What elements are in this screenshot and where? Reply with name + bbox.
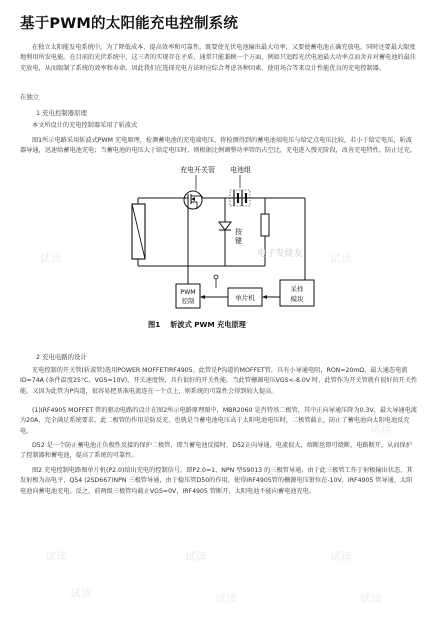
figure-caption xyxy=(148,320,246,330)
watermark-text: 试读 xyxy=(330,252,352,265)
watermark-text: 试读 xyxy=(370,422,392,435)
figure-watermark: 电子发烧友 xyxy=(257,249,303,259)
figure-caption-text: 斩波式 PWM 充电原理 xyxy=(170,320,246,329)
intro-paragraph: 在独立太阳能发电系统中，为了降低成本、提高效率和可靠性，既要使光伏电池输出最大功率，又要使蓄电池正确充放电，同时还要最大限度地利用所发电能。在目前的光伏系统中，这三者的实现存在矛盾，通常只能兼顾一个方面，例如只追踪光伏电池最大功率点而舍弃对蓄电池的最佳充放电，从而限制了系统的效率和寿命。因此我们在选择充电方法时应综合考虑各种因素、使用场合等来设计性能优良的充电控制器。 xyxy=(20,44,416,72)
watermark-text: 试读 xyxy=(215,592,237,605)
figure-caption-number: 图1 xyxy=(148,320,161,329)
circuit-diagram xyxy=(130,160,320,310)
subsection-2-paragraph-3: D52 是一个防止蓄电池正负极性反接的保护二极管，即当蓄电池反接时，D52正向导通，电流很大，熔断丝即可烧断，电路断开，从而保护了控制器和蓄电池，提高了系统的可靠性。 xyxy=(20,442,412,460)
key-label-char: 键 xyxy=(235,237,242,245)
pwm-label-line-1: PWM xyxy=(180,289,196,296)
resistor-icon xyxy=(261,214,269,236)
mcu-label: 单片机 xyxy=(235,294,255,302)
key-switch-icon xyxy=(214,275,218,279)
circuit-diagram-svg xyxy=(130,160,320,310)
key-label xyxy=(235,227,243,245)
document-title: 基于PWM的太阳能充电控制系统 xyxy=(20,16,239,32)
sampling-label-line-1: 采样 xyxy=(290,285,304,293)
diode-icon xyxy=(219,222,231,230)
subsection-2-heading: 2 充电电路的设计 xyxy=(36,353,87,361)
subsection-2-paragraph-4: 图2 充电控制电路图单片机(P2.0)给出充电的控制信号，即P2.0=1，NPN 型S9013 的三极管导通，由于此三极管工作于射极输出状态，其发射极为高电平，Q54 (2SD667)NPN 三极管导通，由于稳压管D50的作用，使得IRF4905管的栅源电压钳位在-10V，IRF4905 管导通，太阳电池向蓄电池充电。反之，前两级三极管均截止VGS=0V，IRF4905 管断开，太阳电池不能向蓄电池充电。 xyxy=(20,467,413,495)
switch-transistor-icon xyxy=(184,191,202,209)
watermark-text: 试读 xyxy=(40,252,62,265)
subsection-1-heading: 1 充电控制器原理 xyxy=(36,109,87,117)
solar-panel-icon xyxy=(132,204,145,259)
watermark-text: 试读 xyxy=(360,592,382,605)
pwm-label-line-2: 控制 xyxy=(181,298,195,305)
watermark-text: 试读 xyxy=(330,550,352,563)
section-label: 在独立 xyxy=(20,93,40,101)
key-label-char: 按 xyxy=(235,228,242,236)
subsection-1-paragraph-1: 本文所设计的充电控制器采用了斩波式 xyxy=(32,122,138,129)
subsection-2-paragraph-2: (1)IRF4905 MOFFET 管的驱动电路的设计在图2所示电路原理图中，MBR2060 是肖特基二极管，其中正向导通压降为0.3V，最大导通电流为20A，完全满足系统要求。此二极管的作用是防反充，也就是当蓄电池电压高于太阳电池电压时，二极管截止，防止了蓄电池向太阳电池反充电。 xyxy=(20,407,417,435)
watermark-text: 试读 xyxy=(185,550,207,563)
subsection-2-paragraph-1: 充电控制的开关管(斩波管)选用POWER MOFFETIRF4905。此管是P沟道的MOFFET管，具有小导通电阻，RON=20mΩ，最大通态电流ID=74A (条件温度25°C，VGS=10V)，开关速度快，具有很好的开关性能。当此管栅源电压VGS<-8.0V 时，此管作为开关管就有很好的开关性能。又因为此管为P沟道，很容易把基准电流连在一个点上，则系统的可靠性会得到较大提高。 xyxy=(20,367,418,395)
subsection-1-paragraph-2: 图1所示电路采用斩波式PWM 充电原理，检测蓄电池的充电端电压，将检测得到的蓄电池端电压与给定点电压比较，若小于给定电压，斩波器导通，迅速给蓄电池充电；当蓄电池的电压大于给定电压时，则根据比例调整功率管的占空比，充电进入慢充阶段，改善充电特性，防止过充。 xyxy=(20,137,416,155)
watermark-text: 试读 xyxy=(70,587,92,600)
switch-label: 充电开关管 xyxy=(180,166,215,174)
watermark-text: 试读 xyxy=(45,550,67,563)
battery-label: 电池组 xyxy=(230,166,251,174)
sampling-label-line-2: 模块 xyxy=(290,295,304,303)
